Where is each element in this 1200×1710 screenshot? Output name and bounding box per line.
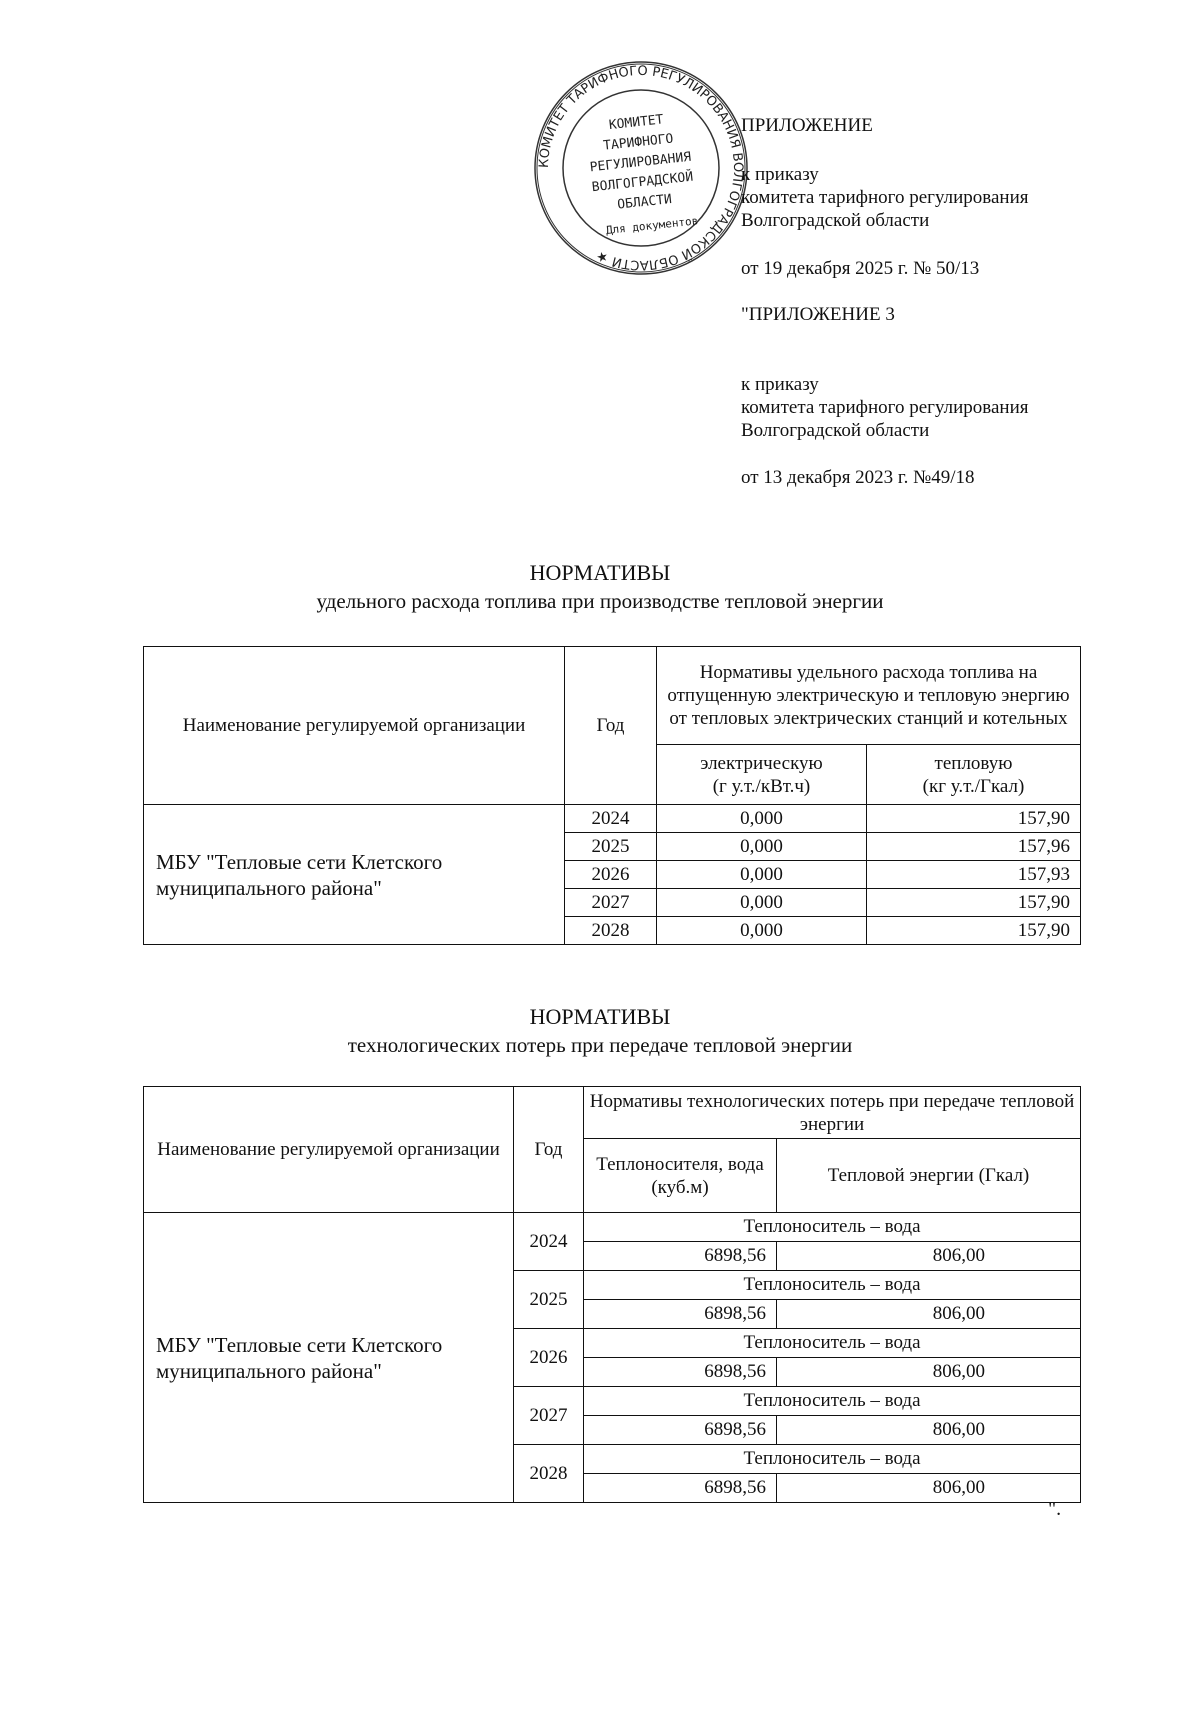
header-electric: электрическую (г у.т./кВт.ч): [657, 745, 867, 805]
closing-quote: ".: [1048, 1498, 1062, 1520]
table-cell-carrier-label: Теплоноситель – вода: [584, 1271, 1081, 1300]
header-org: Наименование регулируемой организации: [144, 647, 565, 805]
appendix-3-label: "ПРИЛОЖЕНИЕ 3: [741, 304, 895, 325]
table-cell-year: 2027: [514, 1387, 584, 1445]
section1-title: НОРМАТИВЫ: [529, 560, 671, 585]
table-cell-carrier-label: Теплоноситель – вода: [584, 1387, 1081, 1416]
appendix-label: ПРИЛОЖЕНИЕ: [741, 115, 873, 136]
table-cell-electric: 0,000: [657, 889, 867, 917]
table-cell-heat: 806,00: [777, 1474, 1081, 1503]
header-norm: Нормативы удельного расхода топлива на отпущенную электрическую и тепловую энергию от тепловых электрических станций и котельных: [657, 647, 1081, 745]
table-cell-thermal: 157,90: [867, 917, 1081, 945]
section2-title: НОРМАТИВЫ: [529, 1004, 671, 1029]
table-cell-thermal: 157,96: [867, 833, 1081, 861]
table-cell-carrier: 6898,56: [584, 1416, 777, 1445]
table-cell-heat: 806,00: [777, 1416, 1081, 1445]
table-cell-year: 2024: [565, 805, 657, 833]
table-cell-thermal: 157,90: [867, 805, 1081, 833]
stamp-bottom: Для документов: [605, 214, 699, 237]
stamp-line-2: ТАРИФНОГО: [602, 131, 675, 154]
table-cell-carrier: 6898,56: [584, 1474, 777, 1503]
order-date-number: от 19 декабря 2025 г. № 50/13: [741, 258, 980, 279]
table-cell-electric: 0,000: [657, 805, 867, 833]
table-cell-thermal: 157,93: [867, 861, 1081, 889]
order-date-number-2: от 13 декабря 2023 г. №49/18: [741, 467, 975, 488]
table-cell-year: 2025: [514, 1271, 584, 1329]
stamp-line-1: КОМИТЕТ: [608, 112, 665, 134]
header-carrier: Теплоносителя, вода (куб.м): [584, 1139, 777, 1213]
table-cell-year: 2027: [565, 889, 657, 917]
org-name: МБУ "Тепловые сети Клетского муниципального района": [144, 805, 565, 945]
table-cell-year: 2026: [514, 1329, 584, 1387]
header-year: Год: [514, 1087, 584, 1213]
table-cell-heat: 806,00: [777, 1358, 1081, 1387]
table-cell-electric: 0,000: [657, 833, 867, 861]
to-order-label: к приказу: [741, 164, 819, 185]
header-year: Год: [565, 647, 657, 805]
table-cell-year: 2025: [565, 833, 657, 861]
committee-label: комитета тарифного регулирования: [741, 187, 1029, 208]
table-cell-thermal: 157,90: [867, 889, 1081, 917]
stamp-line-3: РЕГУЛИРОВАНИЯ: [589, 149, 692, 176]
to-order-label-2: к приказу: [741, 374, 819, 395]
fuel-norms-table: [143, 646, 1081, 945]
table-cell-electric: 0,000: [657, 861, 867, 889]
heat-loss-norms-table: [143, 1086, 1081, 1503]
header-thermal: тепловую (кг у.т./Гкал): [867, 745, 1081, 805]
table-cell-carrier: 6898,56: [584, 1242, 777, 1271]
table-cell-carrier-label: Теплоноситель – вода: [584, 1213, 1081, 1242]
org-name: МБУ "Тепловые сети Клетского муниципального района": [144, 1213, 514, 1503]
table-cell-heat: 806,00: [777, 1300, 1081, 1329]
table-cell-year: 2026: [565, 861, 657, 889]
stamp-outer-text: КОМИТЕТ ТАРИФНОГО РЕГУЛИРОВАНИЯ ВОЛГОГРАДСКОЙ ОБЛАСТИ ★: [536, 63, 746, 273]
table-cell-carrier-label: Теплоноситель – вода: [584, 1329, 1081, 1358]
stamp-line-4: ВОЛГОГРАДСКОЙ: [591, 169, 694, 196]
table-cell-year: 2028: [514, 1445, 584, 1503]
stamp-line-5: ОБЛАСТИ: [616, 191, 673, 213]
section1-subtitle: удельного расхода топлива при производстве тепловой энергии: [316, 589, 884, 613]
table-cell-year: 2024: [514, 1213, 584, 1271]
header-org: Наименование регулируемой организации: [144, 1087, 514, 1213]
official-stamp: [531, 58, 751, 278]
section2-subtitle: технологических потерь при передаче тепловой энергии: [347, 1033, 853, 1057]
header-heat: Тепловой энергии (Гкал): [777, 1139, 1081, 1213]
table-cell-heat: 806,00: [777, 1242, 1081, 1271]
table-cell-carrier: 6898,56: [584, 1358, 777, 1387]
region-label-2: Волгоградской области: [741, 420, 930, 441]
table-cell-carrier: 6898,56: [584, 1300, 777, 1329]
table-cell-carrier-label: Теплоноситель – вода: [584, 1445, 1081, 1474]
committee-label-2: комитета тарифного регулирования: [741, 397, 1029, 418]
header-norm: Нормативы технологических потерь при передаче тепловой энергии: [584, 1087, 1081, 1139]
region-label: Волгоградской области: [741, 210, 930, 231]
table-cell-electric: 0,000: [657, 917, 867, 945]
table-cell-year: 2028: [565, 917, 657, 945]
